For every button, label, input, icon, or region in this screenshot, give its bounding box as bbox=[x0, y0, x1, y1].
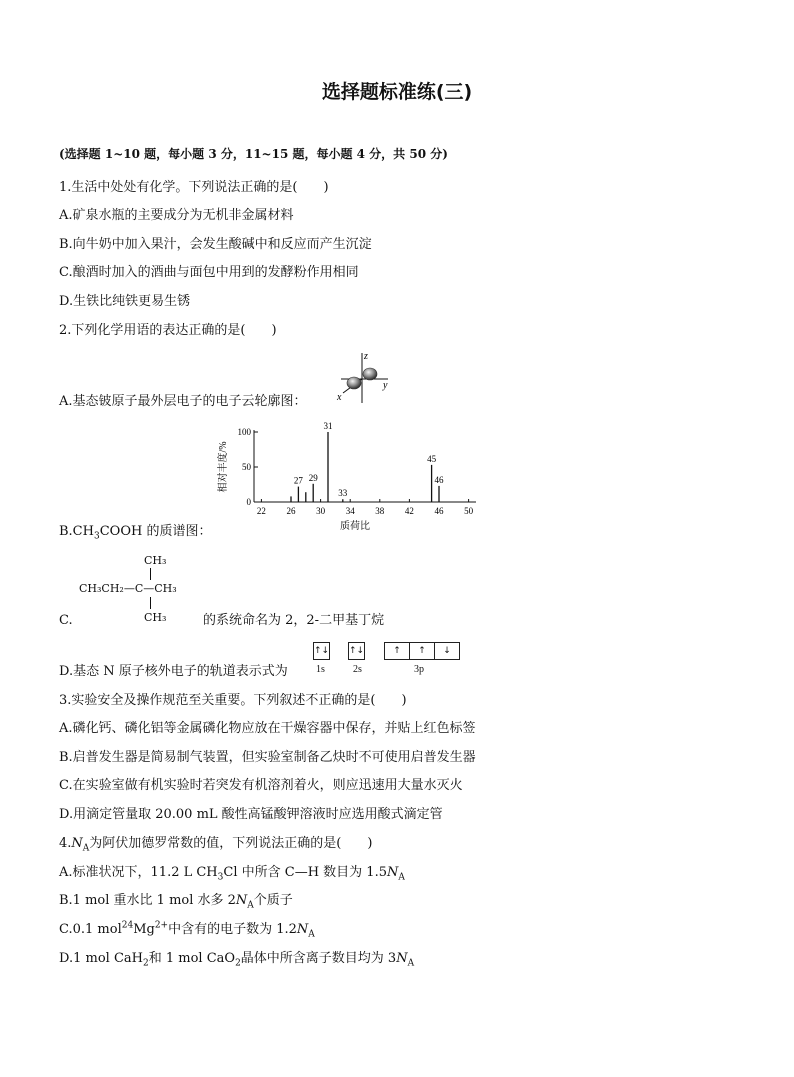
chart-x-tick-label: 34 bbox=[345, 506, 355, 516]
q4-a-sub: 3 bbox=[217, 872, 224, 883]
orbital-cell: ↑↓ bbox=[314, 646, 330, 656]
q4-d-text2: 和 1 mol CaO bbox=[148, 951, 236, 966]
na-subscript: A bbox=[308, 929, 315, 940]
struct-main-chain: CH₃CH₂—C—CH₃ bbox=[79, 582, 177, 595]
chart-peak-label: 46 bbox=[434, 474, 444, 485]
chart-x-tick-label: 38 bbox=[375, 506, 385, 516]
q4-c-sup1: 24 bbox=[121, 920, 134, 931]
q2-option-c-label: C. bbox=[59, 613, 73, 628]
na-symbol: N bbox=[296, 922, 309, 937]
orbital-label-2s: 2s bbox=[353, 664, 362, 675]
chart-x-tick-label: 30 bbox=[316, 506, 326, 516]
q2-b-prefix: B.CH bbox=[59, 524, 94, 539]
q1-stem: 1.生活中处处有化学。下列说法正确的是( ) bbox=[59, 180, 329, 195]
q3-option-d: D.用滴定管量取 20.00 mL 酸性高锰酸钾溶液时应选用酸式滴定管 bbox=[59, 807, 443, 822]
struct-bond-top bbox=[150, 568, 151, 580]
q2-option-d: D.基态 N 原子核外电子的轨道表示式为 bbox=[59, 664, 288, 679]
orbital-lobe bbox=[347, 377, 361, 389]
chart-x-tick-label: 50 bbox=[464, 506, 474, 516]
q4-c-text2: 中含有的电子数为 1.2 bbox=[168, 922, 297, 937]
q4-c-sup2: 2+ bbox=[154, 920, 169, 931]
q3-option-c: C.在实验室做有机实验时若突发有机溶剂着火，则应迅速用大量水灭火 bbox=[59, 778, 463, 793]
q4-stem-text: 为阿伏加德罗常数的值，下列说法正确的是( ) bbox=[89, 836, 373, 851]
q4-a-text2: Cl 中所含 C—H 数目为 1.5 bbox=[223, 865, 387, 880]
na-subscript: A bbox=[407, 958, 415, 969]
chart-peak-label: 29 bbox=[308, 472, 318, 483]
chart-x-tick-label: 26 bbox=[286, 506, 296, 516]
chart-x-axis-label: 质荷比 bbox=[340, 521, 370, 532]
q4-number: 4. bbox=[59, 836, 72, 851]
q2-b-suffix: COOH 的质谱图： bbox=[99, 524, 212, 539]
chart-x-tick-label: 42 bbox=[404, 506, 414, 516]
struct-bond-bottom bbox=[150, 597, 151, 609]
na-symbol: N bbox=[396, 951, 408, 966]
na-symbol: N bbox=[71, 836, 83, 851]
na-symbol: N bbox=[235, 893, 248, 908]
q1-option-d: D.生铁比纯铁更易生锈 bbox=[59, 294, 191, 309]
q3-stem: 3.实验安全及操作规范至关重要。下列叙述不正确的是( ) bbox=[59, 693, 407, 708]
orbital-cell: ↑↓ bbox=[349, 646, 365, 656]
chart-y-tick-label: 50 bbox=[242, 462, 251, 472]
q4-d-sub1: 2 bbox=[142, 958, 149, 969]
x-axis-label: x bbox=[337, 392, 342, 403]
orbital-cell: ↑ bbox=[385, 643, 410, 659]
orbital-box-1s bbox=[313, 642, 330, 660]
orbital-box-3p bbox=[384, 642, 460, 660]
chart-peak-label: 33 bbox=[338, 488, 348, 499]
q4-b-text2: 个质子 bbox=[253, 893, 293, 908]
y-axis-label: y bbox=[383, 380, 388, 391]
chart-x-tick-label: 22 bbox=[256, 506, 266, 516]
q4-option-c bbox=[59, 922, 315, 938]
q2-stem: 2.下列化学用语的表达正确的是( ) bbox=[59, 323, 277, 338]
q1-option-c: C.酿酒时加入的酒曲与面包中用到的发酵粉作用相同 bbox=[59, 265, 359, 280]
chart-peak-label: 45 bbox=[427, 453, 437, 464]
struct-bottom-methyl: CH₃ bbox=[144, 611, 167, 624]
q1-option-a: A.矿泉水瓶的主要成分为无机非金属材料 bbox=[59, 208, 294, 223]
orbital-cell: ↓ bbox=[443, 646, 451, 656]
orbital-label-1s: 1s bbox=[316, 664, 325, 675]
page-title: 选择题标准练(三) bbox=[321, 81, 473, 103]
q4-d-text: D.1 mol CaH bbox=[59, 951, 143, 966]
z-axis-label: z bbox=[364, 351, 368, 362]
na-symbol: N bbox=[386, 865, 399, 880]
q4-option-d bbox=[59, 951, 414, 967]
q2-option-b bbox=[59, 524, 211, 540]
q4-stem bbox=[59, 836, 372, 852]
q2-b-sub: 3 bbox=[93, 531, 100, 542]
score-note: (选择题 1~10 题，每小题 3 分，11~15 题，每小题 4 分，共 50 分) bbox=[59, 147, 448, 161]
na-subscript: A bbox=[82, 843, 90, 854]
p-orbital-figure bbox=[333, 349, 393, 405]
q3-option-a: A.磷化钙、磷化铝等金属磷化物应放在干燥容器中保存，并贴上红色标签 bbox=[59, 721, 476, 736]
q2-option-a: A.基态铍原子最外层电子的电子云轮廓图： bbox=[59, 394, 307, 409]
chart-peak-label: 27 bbox=[293, 475, 303, 486]
orbital-box-2s bbox=[348, 642, 365, 660]
q4-option-a bbox=[59, 865, 405, 881]
orbital-cell: ↑ bbox=[410, 643, 435, 659]
chart-x-tick-label: 46 bbox=[434, 506, 444, 516]
struct-top-methyl: CH₃ bbox=[144, 554, 167, 567]
chart-y-tick-label: 0 bbox=[246, 497, 251, 507]
chart-peak-label: 31 bbox=[323, 421, 333, 431]
q4-c-text: C.0.1 mol bbox=[59, 922, 122, 937]
chart-y-tick-label: 100 bbox=[237, 427, 251, 437]
q4-a-text: A.标准状况下，11.2 L CH bbox=[59, 865, 218, 880]
q1-option-b: B.向牛奶中加入果汁，会发生酸碱中和反应而产生沉淀 bbox=[59, 237, 372, 252]
na-subscript: A bbox=[398, 872, 405, 883]
q3-option-b: B.启普发生器是简易制气装置，但实验室制备乙炔时不可使用启普发生器 bbox=[59, 750, 476, 765]
orbital-label-3p: 3p bbox=[414, 664, 424, 675]
q2-option-c-text: 的系统命名为 2，2-二甲基丁烷 bbox=[203, 613, 385, 628]
na-subscript: A bbox=[247, 900, 254, 911]
mass-spectrum-chart bbox=[214, 418, 486, 534]
q4-option-b bbox=[59, 893, 293, 909]
chart-y-axis-label: 相对丰度/% bbox=[218, 441, 229, 493]
q4-d-sub2: 2 bbox=[235, 958, 241, 969]
q4-d-text3: 晶体中所含离子数目均为 3 bbox=[240, 951, 397, 966]
q4-c-mid: Mg bbox=[133, 922, 155, 937]
orbital-lobe bbox=[363, 368, 377, 380]
q4-b-text: B.1 mol 重水比 1 mol 水多 2 bbox=[59, 893, 236, 908]
